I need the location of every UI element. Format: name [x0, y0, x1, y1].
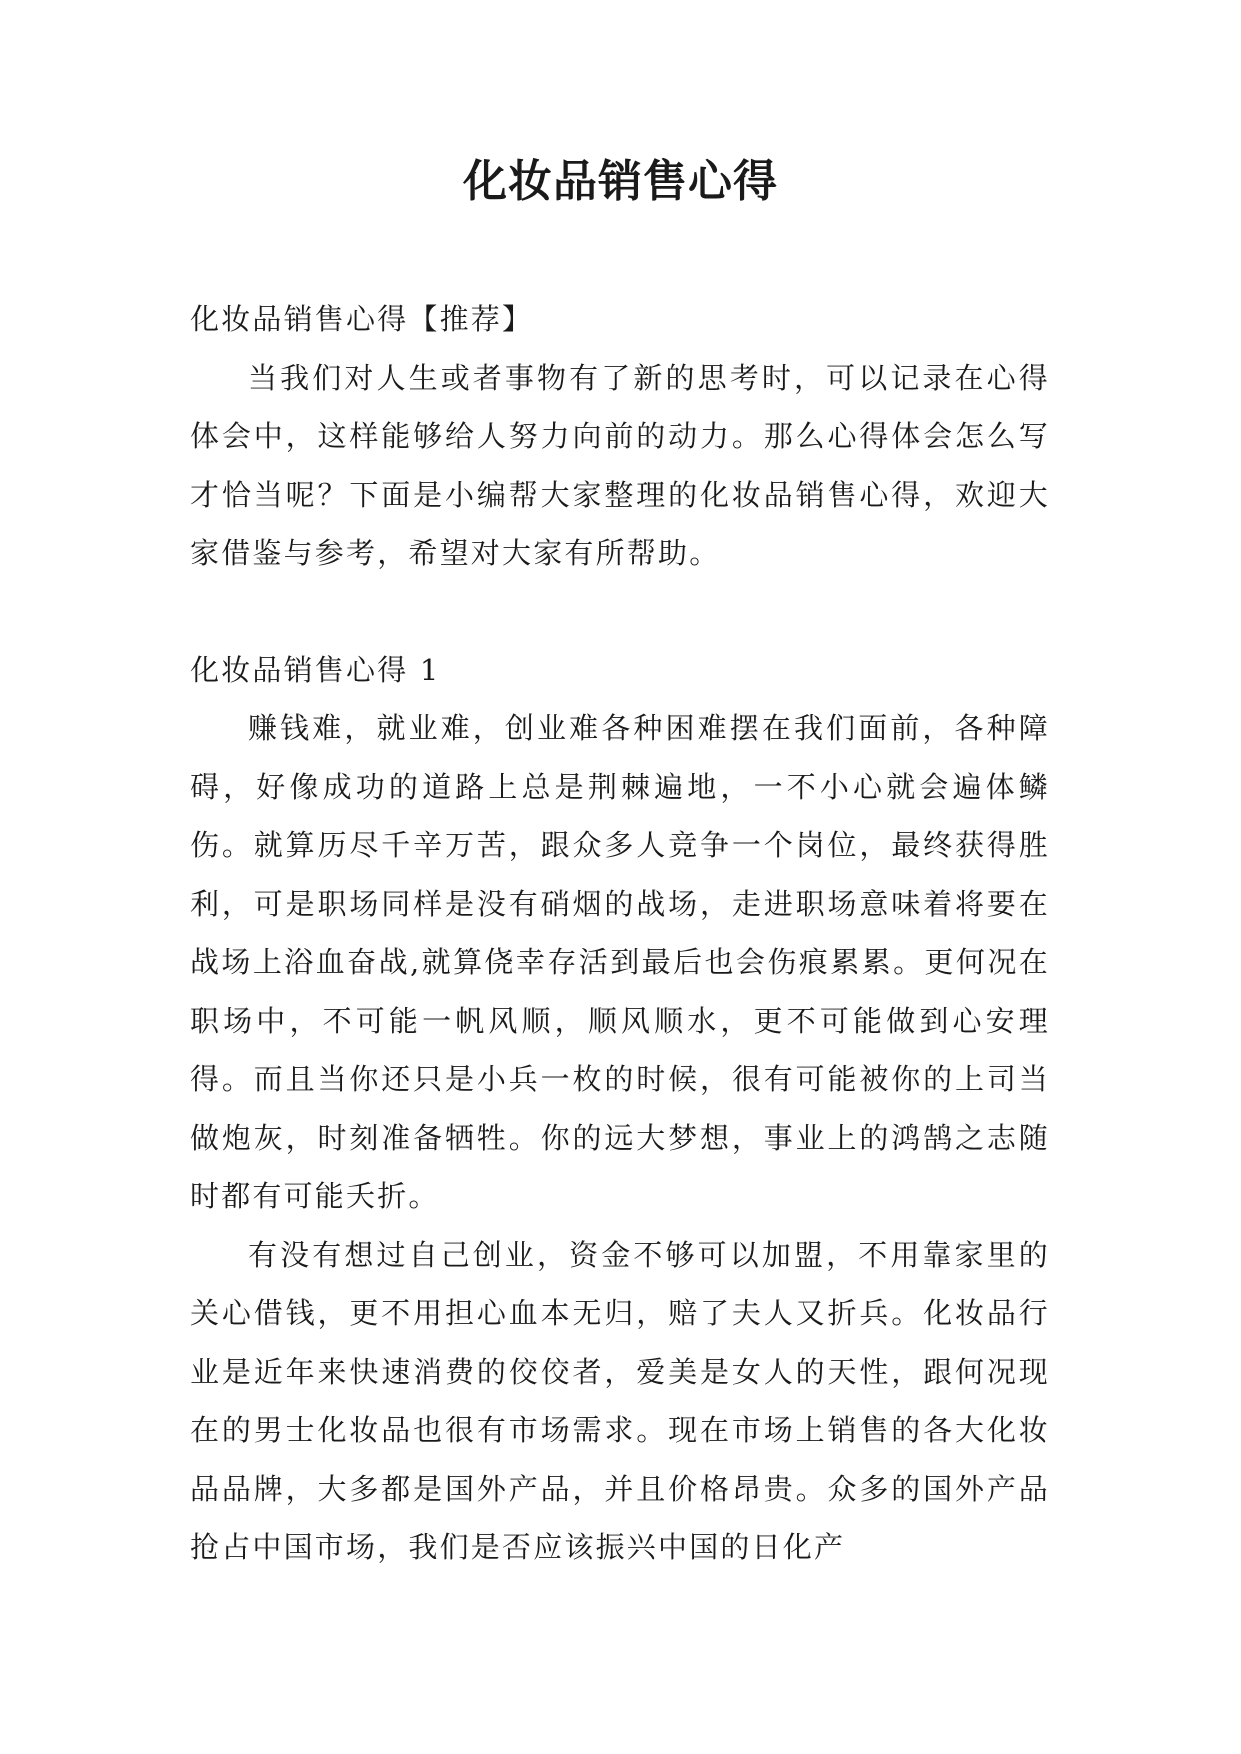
section1-paragraph-1: 赚钱难，就业难，创业难各种困难摆在我们面前，各种障碍，好像成功的道路上总是荆棘遍地，一不小心就会遍体鳞伤。就算历尽千辛万苦，跟众多人竞争一个岗位，最终获得胜利，可是职场同样是没有硝烟的战场，走进职场意味着将要在战场上浴血奋战,就算侥幸存活到最后也会伤痕累累。更何况在职场中，不可能一帆风顺，顺风顺水，更不可能做到心安理得。而且当你还只是小兵一枚的时候，很有可能被你的上司当做炮灰，时刻准备牺牲。你的远大梦想，事业上的鸿鹄之志随时都有可能夭折。	[190, 711, 1050, 1213]
section-spacer	[190, 583, 1050, 641]
section1-heading: 化妆品销售心得 1	[190, 652, 441, 687]
document-title: 化妆品销售心得	[463, 156, 778, 207]
intro-heading: 化妆品销售心得【推荐】	[190, 302, 534, 336]
section1-paragraph-2: 有没有想过自己创业，资金不够可以加盟，不用靠家里的关心借钱，更不用担心血本无归，赔了夫人又折兵。化妆品行业是近年来快速消费的佼佼者，爱美是女人的天性，跟何况现在的男士化妆品也很有市场需求。现在市场上销售的各大化妆品品牌，大多都是国外产品，并且价格昂贵。众多的国外产品抢占中国市场，我们是否应该振兴中国的日化产	[190, 1237, 1050, 1564]
intro-paragraph: 当我们对人生或者事物有了新的思考时，可以记录在心得体会中，这样能够给人努力向前的动力。那么心得体会怎么写才恰当呢？下面是小编帮大家整理的化妆品销售心得，欢迎大家借鉴与参考，希望对大家有所帮助。	[190, 360, 1050, 570]
document-body	[190, 290, 1050, 1577]
